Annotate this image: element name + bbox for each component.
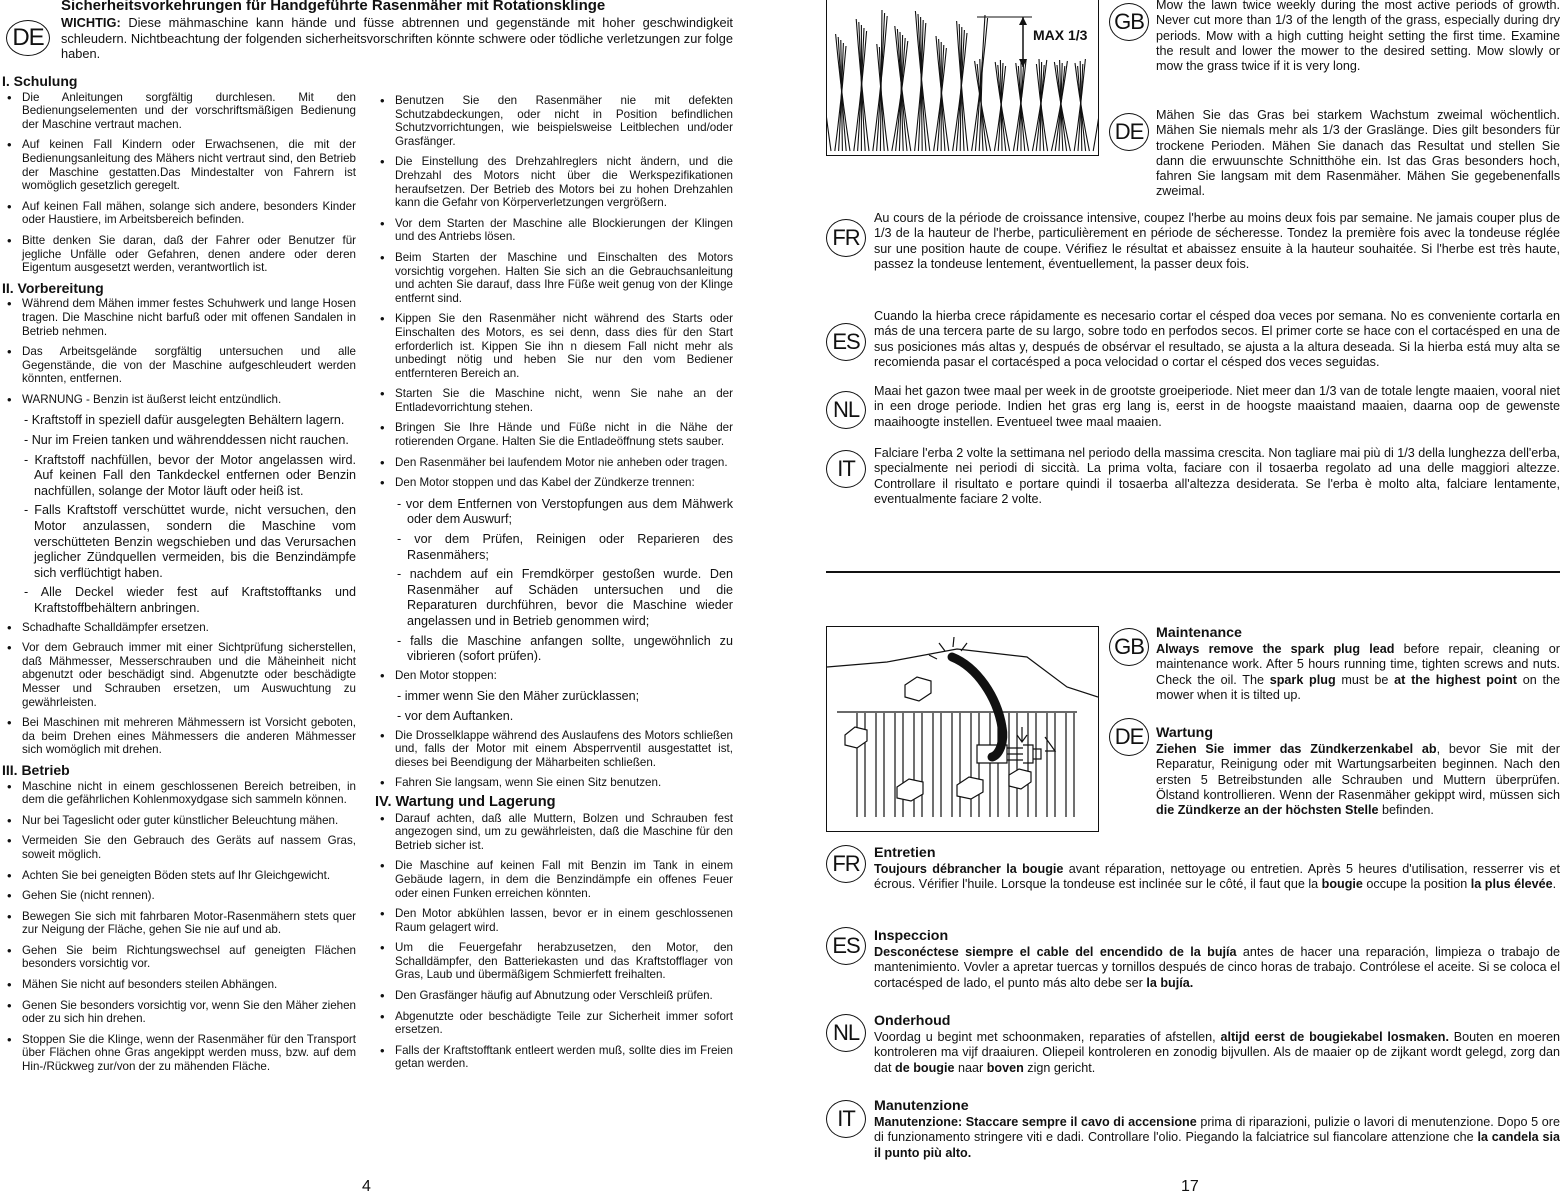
lang-badge-it: IT: [826, 1100, 866, 1138]
emphasis-text: boven: [986, 1060, 1024, 1075]
maintenance-body-de: [1156, 742, 1560, 818]
list-item: • Bitte denken Sie daran, daß der Fahrer oder Benutzer für jegliche Unfälle oder Gefahren, denen andere oder deren Eigentum ausgesetzt werden, verantwortlich ist.: [2, 234, 356, 275]
list-item: • Den Grasfänger häufig auf Abnutzung oder Verschleiß prüfen.: [375, 989, 733, 1003]
column-2-list-c: [375, 729, 733, 790]
page-number-right: 17: [1181, 1178, 1199, 1195]
emphasis-text: spark plug: [1269, 672, 1336, 687]
list-item: • Auf keinen Fall mähen, solange sich andere, besonders Kinder oder Haustiere, im Arbeitsbereich befinden.: [2, 200, 356, 227]
column-2-list: [375, 94, 733, 490]
body-text: Bouten en moeren kontroleren ma vijf draaiuren. Oliepeil kontroleren en zonodig bijvullen. Als de maaier op de zijkant wordt gelegd, zorg dan dat: [874, 1030, 1560, 1075]
section-divider: [826, 571, 1560, 573]
maintenance-title-gb: Maintenance: [1156, 625, 1242, 641]
emphasis-text: la plus élevée: [1470, 877, 1553, 892]
lang-badge-nl: NL: [826, 1014, 866, 1052]
maintenance-title-it: Manutenzione: [874, 1098, 969, 1114]
maintenance-it: [874, 1098, 1560, 1161]
lang-badge-gb: GB: [1109, 628, 1149, 666]
list-item: • Den Motor stoppen:: [375, 669, 733, 683]
list-item: • Nur bei Tageslicht oder guter künstlicher Beleuchtung mähen.: [2, 814, 356, 828]
lang-badge-fr: FR: [826, 219, 866, 257]
grass-drawing: [827, 0, 1098, 155]
list-item: • Darauf achten, daß alle Muttern, Bolzen und Schrauben fest angezogen sind, um zu gewährleisten, daß die Maschine für den Betrieb sicher ist.: [375, 812, 733, 853]
lang-badge-fr: FR: [826, 845, 866, 883]
maintenance-body-nl: [874, 1030, 1560, 1076]
list-item: • Gehen Sie beim Richtungswechsel auf geneigten Flächen besonders vorsichtig vor.: [2, 944, 356, 971]
section-1-title: I. Schulung: [2, 73, 78, 89]
list-item: • Falls der Kraftstofftank entleert werden muß, sollte dies im Freien getan werden.: [375, 1044, 733, 1071]
page-number-left: 4: [362, 1178, 371, 1195]
spark-plug-illustration: [826, 626, 1099, 832]
body-text: .: [1552, 877, 1557, 892]
lang-badge-de: DE: [6, 20, 50, 56]
emphasis-text: at the highest point: [1394, 672, 1518, 687]
emphasis-text: Ziehen Sie immer das Zündkerzenkabel ab: [1156, 742, 1437, 756]
list-item: • Vermeiden Sie den Gebrauch des Geräts auf nassem Gras, soweit möglich.: [2, 834, 356, 861]
maintenance-body-it: [874, 1115, 1560, 1161]
emphasis-text: bougie: [1321, 877, 1363, 892]
section-1-list: [2, 91, 356, 275]
page-title: Sicherheitsvorkehrungen für Handgeführte Rasenmäher mit Rotationsklinge: [61, 0, 606, 14]
list-item: • Den Motor stoppen und das Kabel der Zündkerze trennen:: [375, 476, 733, 490]
lang-badge-de: DE: [1109, 113, 1149, 151]
list-item: • Mähen Sie nicht auf besonders steilen Abhängen.: [2, 978, 356, 992]
mowing-text-gb: Mow the lawn twice weekly during the most active periods of growth. Never cut more than 1/3 of the length of the grass, especially during dry periods. Mow with a high cutting height setting the first time. Examine the result and lower the mower to the desired setting. Mow slowly or mow the grass twice if it is very long.: [1156, 0, 1560, 74]
body-text: must be: [1335, 672, 1395, 687]
sub-list-item: - Nur im Freien tanken und währenddessen nicht rauchen.: [24, 433, 349, 448]
sub-list-item: - vor dem Auftanken.: [397, 708, 514, 723]
section-2-more: [2, 621, 356, 757]
list-item: • Schadhafte Schalldämpfer ersetzen.: [2, 621, 356, 635]
maintenance-es: [874, 928, 1560, 991]
emphasis-text: Toujours débrancher la bougie: [874, 862, 1064, 876]
maintenance-body-fr: [874, 862, 1560, 893]
maintenance-body-gb: [1156, 642, 1560, 703]
section-2-list: [2, 297, 356, 406]
maintenance-gb: [1156, 625, 1560, 703]
lang-badge-de: DE: [1109, 718, 1149, 756]
body-text: prima di riparazioni, pulizie o lavori di menutenzione. Dopo 5 ore di funzionamento stringere viti e dadi. Controllare l'olio. Piegando la falciatrice sul fiancolare attenzione che: [874, 1115, 1560, 1145]
emphasis-text: Manutenzione: Staccare sempre il cavo di accensione: [874, 1115, 1197, 1129]
body-text: avant réparation, nettoyage ou entretien. Après 5 heures d'utilisation, resserrer vis et écrous. Vérifier l'huile. Lorsque la tondeuse est inclinée sur le côté, il faut que la: [874, 862, 1560, 892]
engine-drawing: [827, 627, 1098, 831]
list-item: • Bewegen Sie sich mit fahrbaren Motor-Rasenmähern stets quer zur Neigung der Fläche, gehen Sie nie auf und ab.: [2, 910, 356, 937]
list-item: • Abgenutzte oder beschädigte Teile zur Sicherheit immer sofort ersetzen.: [375, 1010, 733, 1037]
body-text: antes de hacer una reparación, limpieza o trabajo de mantenimiento. Vovler a apretar tuercas y tornillos después de cinco horas de trabajo. Contrólese el aceite. Si se coloca el cortacésped de lado, el punto más alto debe ser: [874, 945, 1560, 990]
body-text: , bevor Sie mit der Reparatur, Reinigung oder mit Wartungsarbeiten beginnen. Nach den ersten 5 Betreibstunden alle Schrauben und Muttern überprüfen. Ölstand kontrollieren. Wenn der Rasenmäher gekippt wird, müssen sich: [1156, 742, 1560, 802]
body-text: befinden.: [1378, 803, 1434, 818]
list-item: • Vor dem Starten der Maschine alle Blockierungen der Klingen und des Antriebs lösen.: [375, 217, 733, 244]
list-item: • Die Einstellung des Drehzahlreglers nicht ändern, und die Drehzahl des Motors nicht über die Werkspezifikationen heraufsetzen. Der Betrieb des Motors bei zu hohen Drehzahlen kann die Gefahr von Körperverletzungen vergrößern.: [375, 155, 733, 209]
body-text: on the mower when it is tilted up.: [1156, 672, 1560, 702]
warning-label: WICHTIG:: [61, 15, 121, 30]
list-item: • WARNUNG - Benzin ist äußerst leicht entzündlich.: [2, 393, 356, 407]
list-item: • Beim Starten der Maschine und Einschalten des Motors vorsichtig vorgehen. Halten Sie sich an die Gebrauchsanleitung und achten Sie darauf, dass Ihre Füße weit genug von der Klinge entfernt sind.: [375, 251, 733, 305]
sub-list-item: - Kraftstoff nachfüllen, bevor der Motor angelassen wird. Auf keinen Fall den Tankdeckel entfernen oder Benzin nachfüllen, solange der Motor läuft oder heiß ist.: [24, 452, 356, 498]
safety-column-1: [2, 74, 356, 1081]
section-2-title: II. Vorbereitung: [2, 279, 104, 296]
sub-list-item: - vor dem Prüfen, Reinigen oder Reparieren des Rasenmähers;: [397, 532, 733, 562]
lang-badge-es: ES: [826, 323, 866, 361]
mowing-text-fr: Au cours de la période de croissance intensive, coupez l'herbe au moins deux fois par semaine. Ne jamais couper plus de 1/3 de la hauteur de l'herbe, particulièrement en période de sécheresse. Tondez la première fois avec la tondeuse réglée sur une position haute de coupe. Vérifiez le résultat et abaissez ensuite à la hauteur souhaitée. Si l'herbe est très haute, passez la tondeuse lentement, éventuellement, la passer deux fois.: [874, 211, 1560, 271]
maintenance-title-fr: Entretien: [874, 845, 936, 861]
mowing-text-de: Mähen Sie das Gras bei starkem Wachstum zweimal wöchentlich. Mähen Sie niemals mehr als 1/3 der Graslänge. Dies gilt besonders für trockene Perioden. Mähen Sie danach das Resultat und stellen Sie dann die erwuunschte Schnitthöhe ein. Ist das Gras besonders hoch, fahren Sie langsam mit dem Rasenmäher. Mähen Sie gegebenenfalls zweimal.: [1156, 108, 1560, 199]
emphasis-text: Desconéctese siempre el cable del encendido de la bujía: [874, 945, 1237, 959]
sub-list-item: - falls die Maschine anfangen sollte, ungewöhnlich zu vibrieren (sofort prüfen).: [397, 633, 733, 664]
list-item: • Vor dem Gebrauch immer mit einer Sichtprüfung sicherstellen, daß Mähmesser, Messerschrauben und die Mäheinheit nicht abgenutzt oder beschädigt sind. Abgenutzte oder beschädigte Messer und Schrauben ersetzen, um Auswuchtung zu gewährleisten.: [2, 641, 356, 709]
lang-badge-gb: GB: [1109, 3, 1149, 41]
section-4-list: [375, 812, 733, 1072]
emphasis-text: altijd eerst de bougiekabel losmaken.: [1220, 1030, 1449, 1044]
list-item: • Genen Sie besonders vorsichtig vor, wenn Sie den Mäher ziehen oder zu sich hin drehen.: [2, 999, 356, 1026]
list-item: • Bringen Sie Ihre Hände und Füße nicht in die Nähe der rotierenden Organe. Halten Sie die Entladeöffnung stets sauber.: [375, 421, 733, 448]
maintenance-fr: [874, 845, 1560, 893]
sub-list-item: - nachdem auf ein Fremdkörper gestoßen wurde. Den Rasenmäher auf Schäden untersuchen und die Reparaturen durchführen, bevor die Maschine wieder angelassen und in Betrieb genommen wird;: [397, 567, 733, 628]
sub-list-item: - immer wenn Sie den Mäher zurücklassen;: [397, 689, 640, 704]
list-item: • Die Maschine auf keinen Fall mit Benzin im Tank in einem Gebäude lagern, in dem die Benzindämpfe ein offenes Feuer oder einen Funken erreichen könnten.: [375, 859, 733, 900]
list-item: • Den Rasenmäher bei laufendem Motor nie anheben oder tragen.: [375, 456, 733, 470]
grass-height-illustration: [826, 0, 1099, 156]
list-item: • Fahren Sie langsam, wenn Sie einen Sitz benutzen.: [375, 776, 733, 790]
maintenance-title-de: Wartung: [1156, 725, 1213, 741]
lang-badge-es: ES: [826, 927, 866, 965]
body-text: Voordag u begint met schoonmaken, reparaties of afstellen,: [874, 1030, 1221, 1044]
mowing-text-nl: Maai het gazon twee maal per week in de grootste groeiperiode. Niet meer dan 1/3 van de totale lengte maaien, vooral niet in een droge periode. Indien het gras erg lang is, eerst in de hoogste maaistand maaien, daarna oop de gewenste maaihoogte instellen. Eventueel twee maal maaien.: [874, 384, 1560, 429]
list-item: • Benutzen Sie den Rasenmäher nie mit defekten Schutzabdeckungen, oder nicht in Position befindlichen Schutzvorrichtungen, wie beispielsweise Leitblechen und/oder Grasfänger.: [375, 94, 733, 148]
list-item: • Während dem Mähen immer festes Schuhwerk und lange Hosen tragen. Die Maschine nicht barfuß oder mit offenen Sandalen in Betrieb nehmen.: [2, 297, 356, 338]
section-4-title: IV. Wartung und Lagerung: [375, 793, 556, 810]
maintenance-title-nl: Onderhoud: [874, 1013, 951, 1029]
list-item: • Um die Feuergefahr herabzusetzen, den Motor, den Schalldämpfer, den Batteriekasten und das Kraftstofflager von Gras, Laub und übermäßigem Schmierfett freihalten.: [375, 941, 733, 982]
sub-list-item: - vor dem Entfernen von Verstopfungen aus dem Mähwerk oder dem Auswurf;: [397, 496, 733, 527]
list-item: • Kippen Sie den Rasenmäher nicht während des Starts oder Einschalten des Motors, es sei denn, dass dies für den Start erforderlich ist. Kippen Sie ihn n diesem Fall nicht mehr als unbedingt nötig und heben Sie nur den vom Bediener entfernteren Bereich an.: [375, 312, 733, 380]
emphasis-text: Always remove the spark plug lead: [1156, 642, 1395, 656]
list-item: • Stoppen Sie die Klinge, wenn der Rasenmäher für den Transport über Flächen ohne Gras angekippt werden muss, bzw. auf dem Hin-/Rückweg zur/von der zu mähenden Fläche.: [2, 1033, 356, 1074]
maintenance-title-es: Inspeccion: [874, 928, 949, 944]
body-text: naar: [954, 1060, 987, 1075]
emphasis-text: die Zündkerze an der höchsten Stelle: [1156, 803, 1379, 818]
warning-block: [61, 15, 733, 62]
list-item: • Den Motor abkühlen lassen, bevor er in einem geschlossenen Raum gelagert wird.: [375, 907, 733, 934]
mowing-text-it: Falciare l'erba 2 volte la settimana nel periodo della massima crescita. Non tagliare mai più di 1/3 della lunghezza dell'erba, specialmente nei periodi di siccità. La prima volta, faciare con il tosaerba regolato ad una delle maggiori altezze. Controllare il risultato e portare quindi il tosaerba all'altezza desiderata. Se l'erba è molto alta, falciare lentamente, eventualmente faciare 2 volte.: [874, 446, 1560, 506]
list-item: • Gehen Sie (nicht rennen).: [2, 889, 356, 903]
body-text: occupe la position: [1362, 877, 1471, 892]
safety-column-2: [375, 94, 733, 1078]
section-2-sublist: [2, 413, 356, 616]
column-2-sublist: [375, 497, 733, 665]
list-item: • Achten Sie bei geneigten Böden stets auf Ihr Gleichgewicht.: [2, 869, 356, 883]
sub-list-item: - Falls Kraftstoff verschüttet wurde, nicht versuchen, den Motor anzulassen, sondern die Maschine vom verschütteten Benzin wegschieben und das Verursachen jeglicher Zündquellen vermeiden, bis die Benzindämpfe sich verflüchtigt haben.: [24, 503, 356, 580]
maintenance-de: [1156, 725, 1560, 818]
list-item: • Bei Maschinen mit mehreren Mähmessern ist Vorsicht geboten, da beim Drehen eines Mähmessers die anderen Mähmesser sich womöglich mit drehen.: [2, 716, 356, 757]
body-text: before repair, cleaning or maintenance work. After 5 hours running time, tighten screws and nuts. Check the oil. The: [1156, 642, 1560, 687]
list-item: • Das Arbeitsgelände sorgfältig untersuchen und alle Gegenstände, die von der Maschine aufgeschleudert werden könnten, entfernen.: [2, 345, 356, 386]
warning-text: Diese mähmaschine kann hände und füsse abtrennen und gegenstände mit hoher geschwindigkeit schleudern. Nichtbeachtung der folgenden sicherheitsvorschriften könnte schwere oder tödliche verletzungen zur folge haben.: [61, 15, 733, 62]
sub-list-item: - Alle Deckel wieder fest auf Kraftstofftanks und Kraftstoffbehältern anbringen.: [24, 585, 356, 615]
section-3-title: III. Betrieb: [2, 761, 70, 778]
emphasis-text: la candela sia il punto più alto.: [874, 1130, 1560, 1160]
section-3-list: [2, 780, 356, 1074]
emphasis-text: la bujía.: [1146, 975, 1194, 990]
lang-badge-nl: NL: [826, 391, 866, 429]
lang-badge-it: IT: [826, 450, 866, 488]
mowing-text-es: Cuando la hierba crece rápidamente es necesario cortar el césped doa veces por semana. No es conveniente cortarla en más de una tercera parte de su largo, sobre todo en perfodos secos. El primer corte se hace con el cortacésped en una de sus posiciones más altas y, después de obsérvar el resultado, se ajusta a la altura deseada. Si la hierba está muy alta se recomienda pasar el cortacésped a poca velocidad o cortar el césped dos veces seguidas.: [874, 309, 1560, 369]
list-item: • Maschine nicht in einem geschlossenen Bereich betreiben, in dem die gefährlichen Kohlenmoxydgase sich sammeln können.: [2, 780, 356, 807]
sub-list-item: - Kraftstoff in speziell dafür ausgelegten Behältern lagern.: [24, 413, 345, 428]
emphasis-text: de bougie: [895, 1060, 955, 1075]
list-item: • Auf keinen Fall Kindern oder Erwachsenen, die mit der Bedienungsanleitung des Mähers nicht vertraut sind, den Betrieb der Maschine gestatten.Das Mindestalter von Fahrern ist womöglich gesetzlich geregelt.: [2, 138, 356, 192]
list-item: • Die Anleitungen sorgfältig durchlesen. Mit den Bedienungselementen und der vorschriftsmäßigen Bedienung der Maschine vertraut machen.: [2, 91, 356, 132]
max-cut-label: MAX 1/3: [1033, 27, 1088, 43]
column-2-sublist-b: [375, 689, 733, 724]
maintenance-body-es: [874, 945, 1560, 991]
list-item: • Die Drosselklappe während des Auslaufens des Motors schließen und, falls der Motor mit einem Absperrventil ausgestattet ist, dieses bei Beendigung der Mäharbeiten schließen.: [375, 729, 733, 770]
maintenance-nl: [874, 1013, 1560, 1076]
list-item: • Starten Sie die Maschine nicht, wenn Sie nahe an der Entladevorrichtung stehen.: [375, 387, 733, 414]
body-text: zign gericht.: [1023, 1060, 1096, 1075]
